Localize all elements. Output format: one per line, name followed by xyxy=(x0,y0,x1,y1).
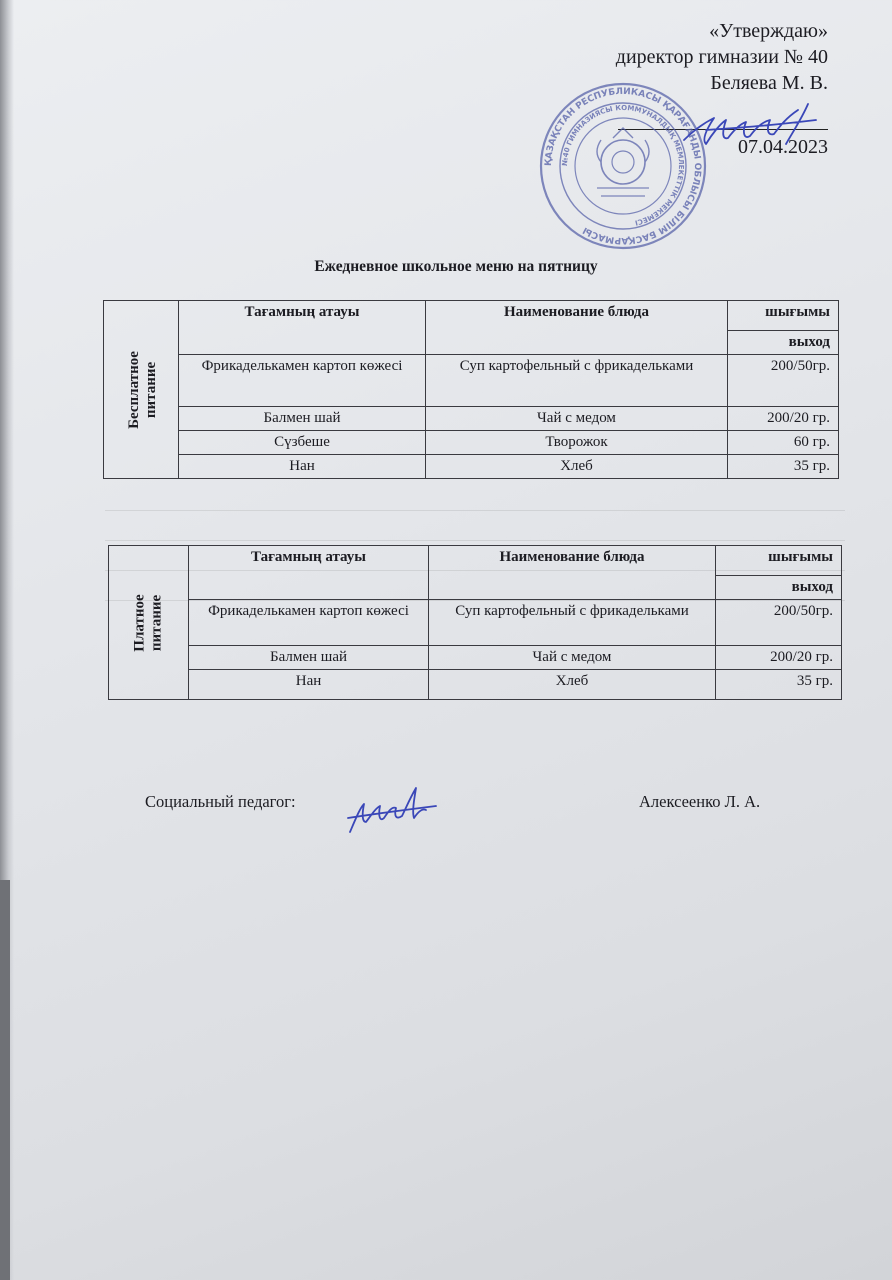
approval-heading: «Утверждаю» xyxy=(709,20,828,42)
dish-ru: Творожок xyxy=(426,431,728,455)
free-meals-table xyxy=(103,300,839,479)
dish-kz: Балмен шай xyxy=(189,646,429,670)
table-row xyxy=(104,431,839,455)
dish-output: 60 гр. xyxy=(728,431,839,455)
dish-kz: Сүзбеше xyxy=(179,431,426,455)
dish-output: 35 гр. xyxy=(716,670,842,700)
col-dish-ru: Наименование блюда xyxy=(429,546,716,600)
col-output-kz: шығымы xyxy=(728,301,839,331)
dish-output: 35 гр. xyxy=(728,455,839,479)
table-row xyxy=(104,407,839,431)
stamp-outer-text: ҚАЗАҚСТАН РЕСПУБЛИКАСЫ ҚАРАҒАНДЫ ОБЛЫСЫ БІЛІМ БАСҚАРМАСЫ xyxy=(543,86,703,246)
paid-side-line1: Платное xyxy=(131,593,148,652)
approval-date: 07.04.2023 xyxy=(738,136,828,158)
table-row xyxy=(109,646,842,670)
col-dish-ru: Наименование блюда xyxy=(426,301,728,355)
paid-meals-table xyxy=(108,545,842,700)
dish-output: 200/50гр. xyxy=(716,600,842,646)
paid-meals-side-label xyxy=(109,546,189,700)
director-signature xyxy=(676,100,826,162)
dish-output: 200/20 гр. xyxy=(716,646,842,670)
dish-kz: Фрикаделькамен картоп көжесі xyxy=(179,355,426,407)
dish-ru: Суп картофельный с фрикадельками xyxy=(426,355,728,407)
stamp-inner-text: №40 ГИМНАЗИЯСЫ КОММУНАЛДЫҚ МЕМЛЕКЕТТІК МЕКЕМЕСІ xyxy=(560,103,686,227)
dish-output: 200/20 гр. xyxy=(728,407,839,431)
col-output-kz: шығымы xyxy=(716,546,842,576)
approval-name: Беляева М. В. xyxy=(710,72,828,94)
paid-side-line2: питание xyxy=(148,594,165,651)
desk-edge xyxy=(0,880,10,1280)
col-dish-kz: Тағамның атауы xyxy=(179,301,426,355)
dish-ru: Чай с медом xyxy=(426,407,728,431)
dish-kz: Фрикаделькамен картоп көжесі xyxy=(189,600,429,646)
free-meals-side-label xyxy=(104,301,179,479)
table-row xyxy=(109,670,842,700)
free-side-line2: питание xyxy=(142,361,159,418)
table-row xyxy=(104,355,839,407)
dish-ru: Чай с медом xyxy=(429,646,716,670)
dish-kz: Нан xyxy=(179,455,426,479)
footer-name: Алексеенко Л. А. xyxy=(639,792,761,811)
menu-title: Ежедневное школьное меню на пятницу xyxy=(314,258,598,275)
col-dish-kz: Тағамның атауы xyxy=(189,546,429,600)
footer-position: Социальный педагог: xyxy=(145,792,296,811)
dish-kz: Нан xyxy=(189,670,429,700)
dish-output: 200/50гр. xyxy=(728,355,839,407)
table-row xyxy=(104,455,839,479)
table-row xyxy=(109,600,842,646)
dish-ru: Суп картофельный с фрикадельками xyxy=(429,600,716,646)
free-side-line1: Бесплатное xyxy=(125,350,142,429)
dish-kz: Балмен шай xyxy=(179,407,426,431)
dish-ru: Хлеб xyxy=(429,670,716,700)
col-output-ru: выход xyxy=(716,576,842,600)
pedagogue-signature xyxy=(344,778,440,840)
col-output-ru: выход xyxy=(728,331,839,355)
svg-text:№40 ГИМНАЗИЯСЫ КОММУНАЛДЫҚ МЕМ xyxy=(561,104,685,227)
dish-ru: Хлеб xyxy=(426,455,728,479)
approval-position: директор гимназии № 40 xyxy=(615,46,828,68)
